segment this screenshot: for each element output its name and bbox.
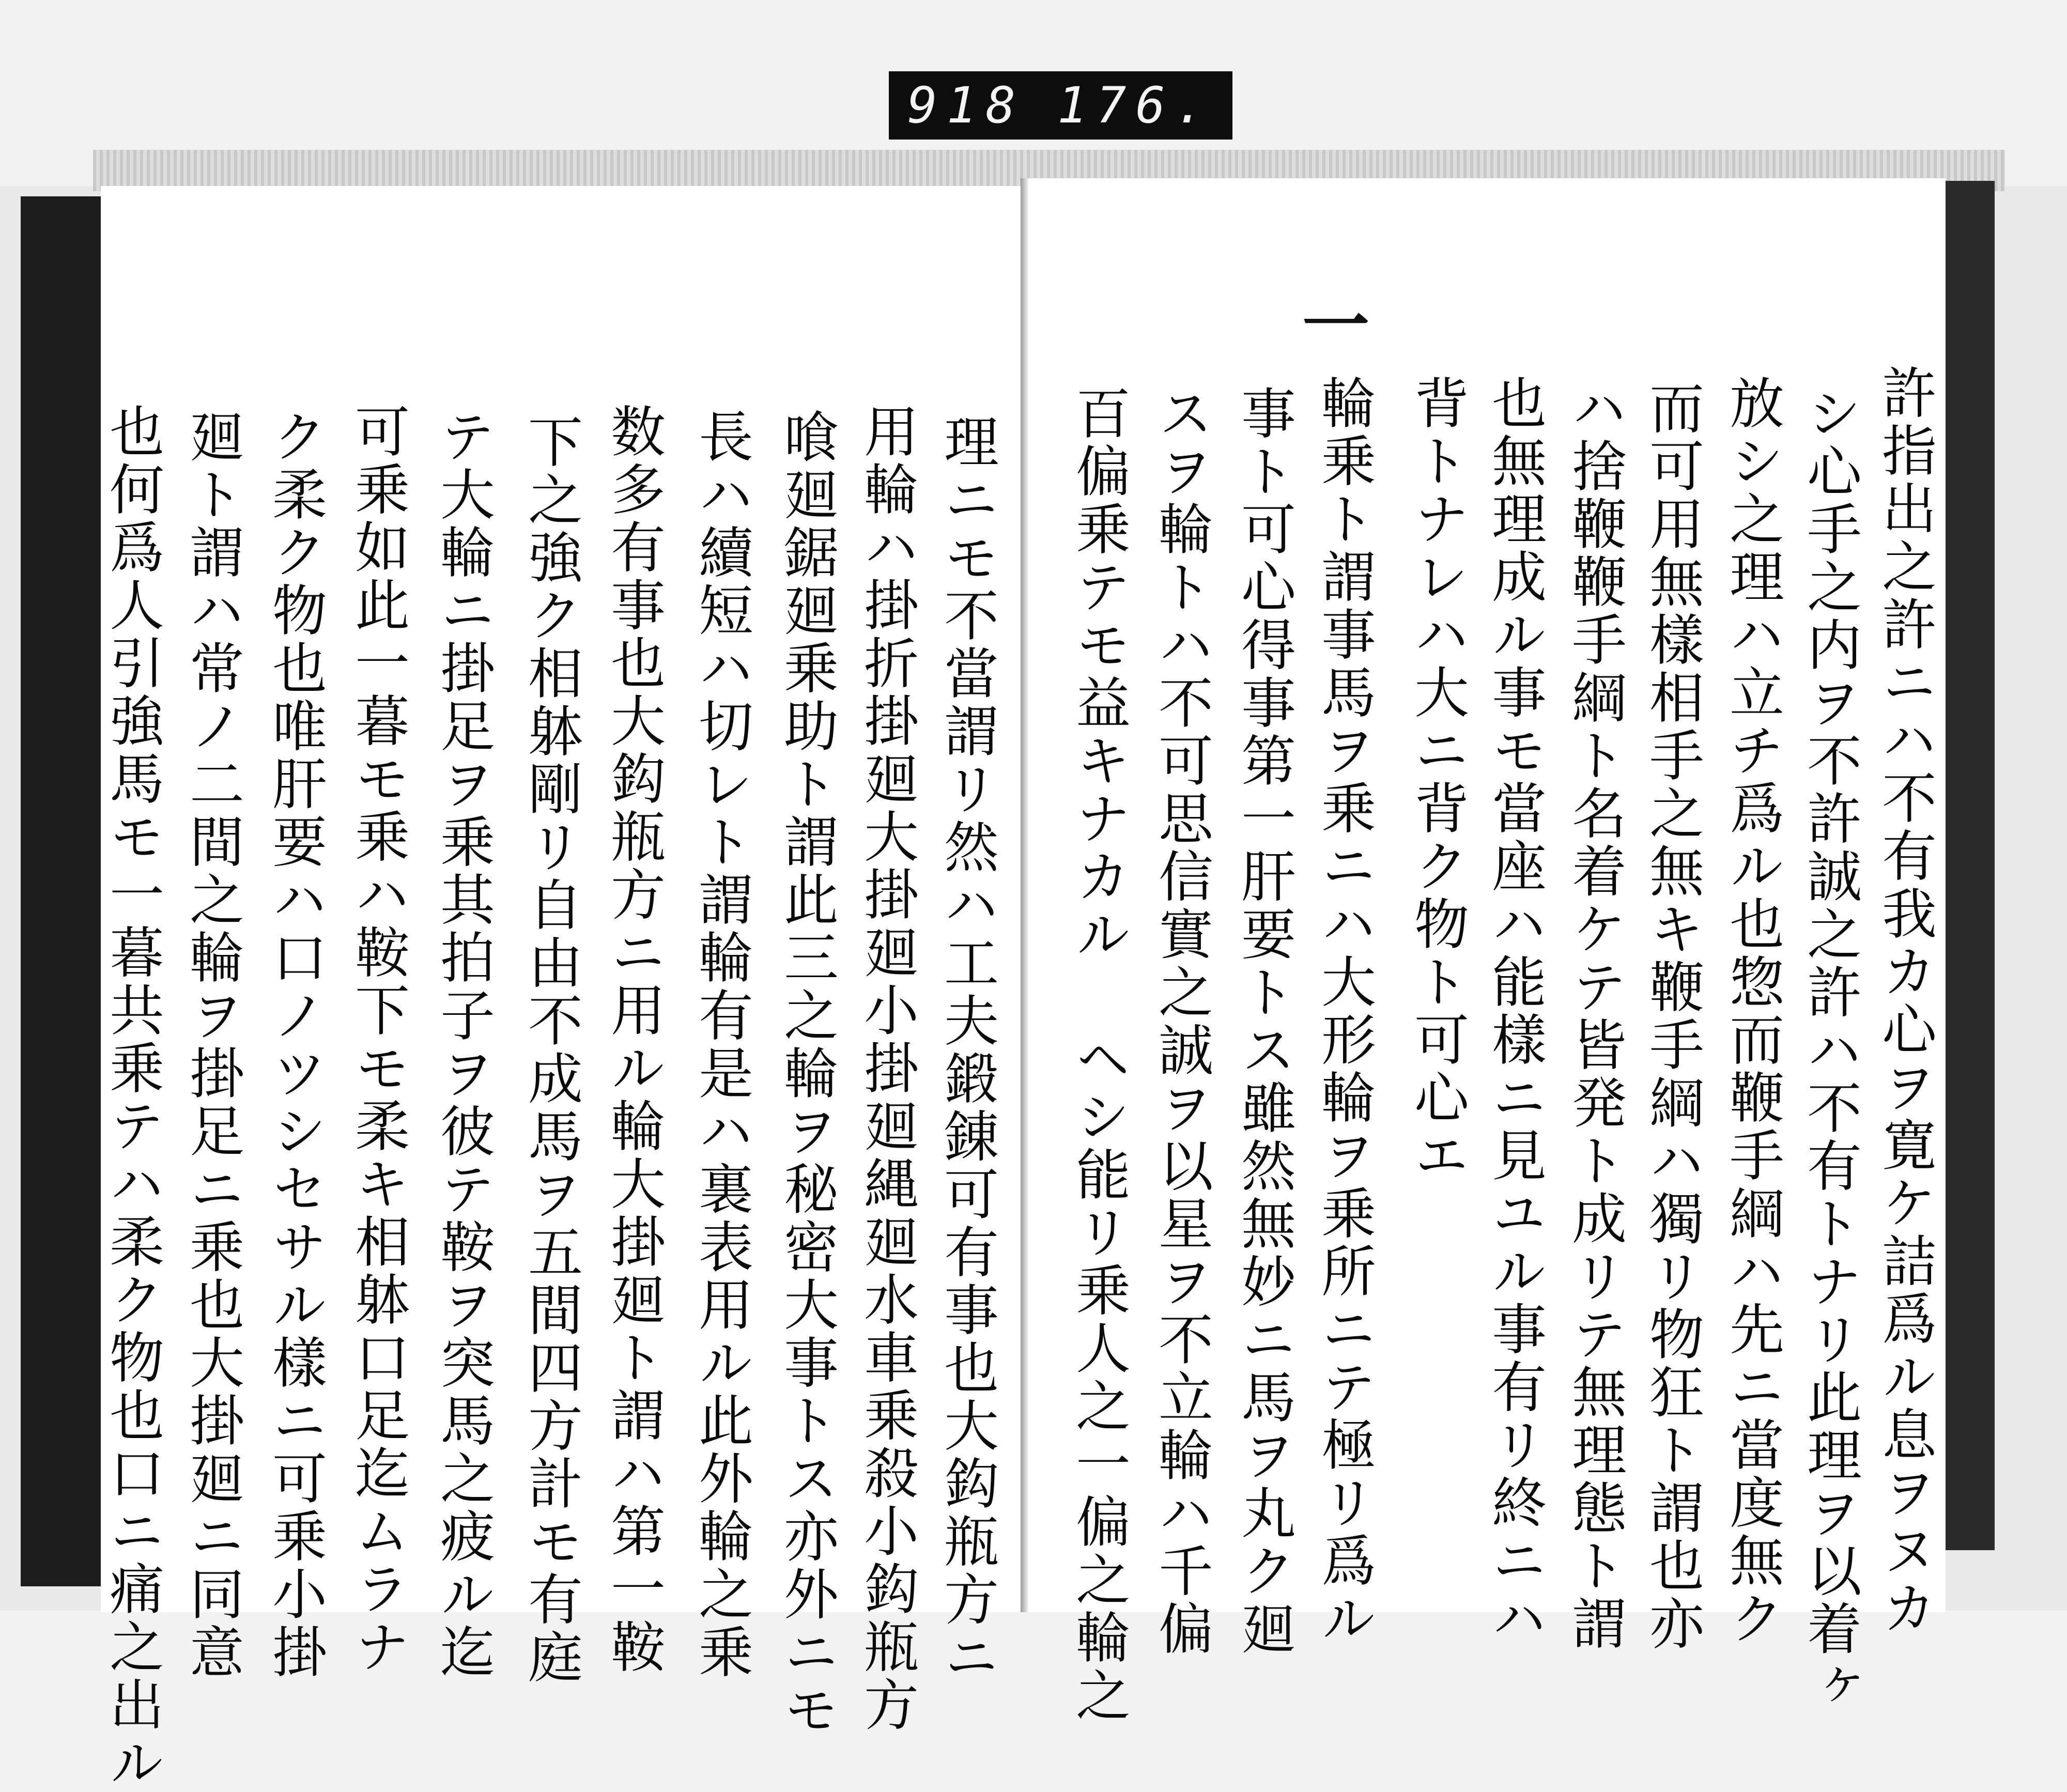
left-page-column: 理ニモ不當謂リ然ハ工夫鍛錬可有事也大鈎瓶方ニ [935,413,999,1687]
item-marker: 一 [1302,286,1370,365]
right-page-column: 輪乗ト謂事馬ヲ乗ニハ大形輪ヲ乗所ニテ極リ爲ル [1313,375,1376,1648]
right-page-column: 百偏乗テモ益キナカル ヘシ能リ乗人之一偏之輪之 [1067,385,1131,1725]
right-page-column: 而可用無樣相手之無キ鞭手綱ハ獨リ物狂ト謂也亦 [1641,380,1704,1653]
right-page-column: 放シ之理ハ立チ爲ル也惣而鞭手綱ハ先ニ當度無ク [1721,375,1784,1648]
catalog-number-right: 176. [1057,76,1214,134]
book-edge-left [21,196,103,1586]
left-page-column: 用輪ハ掛折掛廻大掛廻小掛廻縄廻水車乗殺小鈎瓶方 [855,403,919,1734]
left-page-column: 長ハ續短ハ切レト謂輪有是ハ裏表用ル此外輪之乗 [690,408,753,1681]
left-page-column: 喰廻鋸廻乗助ト謂此三之輪ヲ秘密大事トス亦外ニモ [775,408,839,1739]
catalog-label-plate [889,71,1232,140]
left-page-column: ク柔ク物也唯肝要ハ口ノツシセサル樣ニ可乗小掛 [264,408,327,1681]
left-page-column: テ大輪ニ掛足ヲ乗其拍子ヲ彼テ鞍ヲ突馬之疲ル迄 [431,408,495,1681]
right-page-column: 背トナレハ大ニ背ク物ト可心エ [1406,375,1469,1185]
left-page-column: 可乗如此一暮モ乗ハ鞍下モ柔キ相躰口足迄ムラナ [346,403,410,1676]
right-page-column: 許指出之許ニハ不有我カ心ヲ寛ケ詰爲ル息ヲヌカ [1873,364,1937,1637]
right-page [1028,178,1946,1725]
right-page-column: 事ト可心得事第一肝要トス雖然無妙ニ馬ヲ丸ク廻 [1232,385,1296,1658]
book-edge-right [1946,181,1995,1550]
right-page-column: スヲ輪トハ不可思信實之誠ヲ以星ヲ不立輪ハ千偏 [1150,385,1213,1658]
left-page-column: 下之強ク相躰剛リ自由不成馬ヲ五間四方計モ有庭 [519,413,583,1687]
right-page-column: 也無理成ル事モ當座ハ能樣ニ見ユル事有リ終ニハ [1483,375,1547,1648]
left-page [101,186,1026,1792]
left-page-column: 数多有事也大鈎瓶方ニ用ル輪大掛廻ト謂ハ第一鞍 [602,403,666,1676]
left-page-column: 廻ト謂ハ常ノ二間之輪ヲ掛足ニ乗也大掛廻ニ同意 [181,408,244,1681]
right-page-column: ハ捨鞭鞭手綱ト名着ケテ皆発ト成リテ無理態ト謂 [1563,380,1627,1653]
right-page-column: シ心手之内ヲ不許誠之許ハ不有トナリ此理ヲ以着ヶ [1798,385,1862,1716]
left-page-column: 也何爲人引強馬モ一暮共乗テハ柔ク物也口ニ痛之出ル [101,403,164,1792]
catalog-number-left: 918 [907,76,1025,134]
